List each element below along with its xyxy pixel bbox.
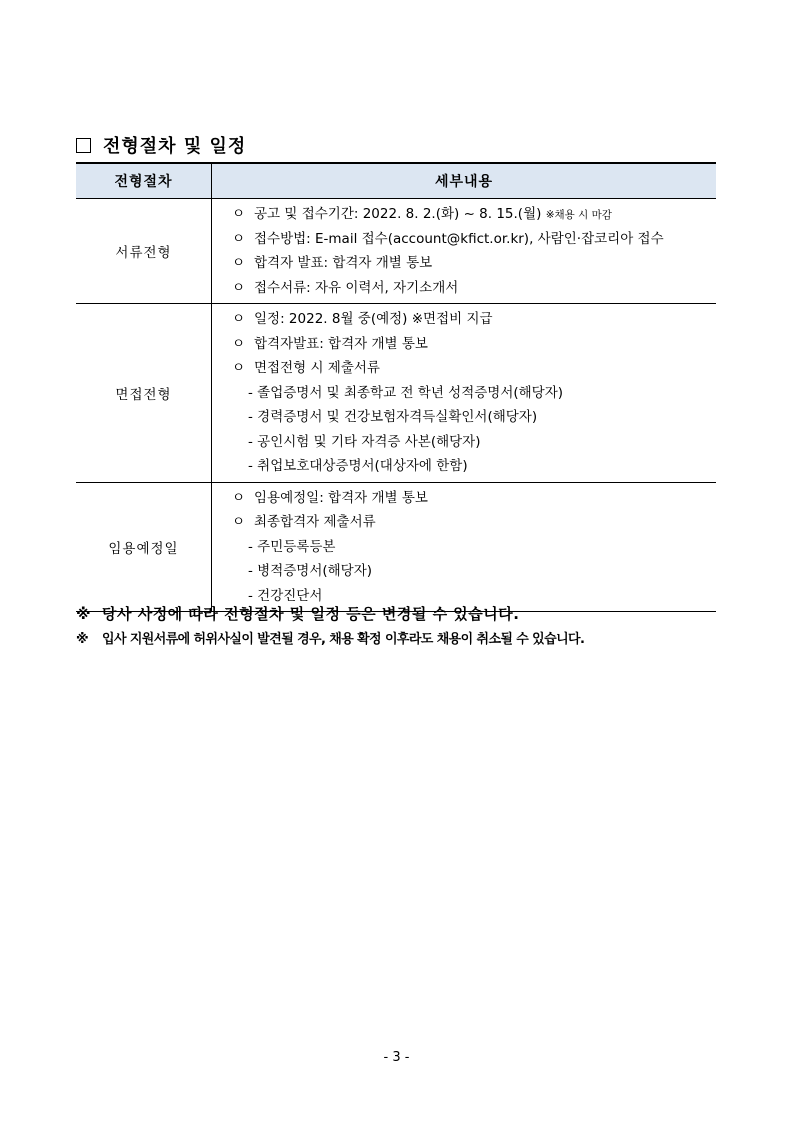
note-item: [76, 601, 584, 627]
sub-item: - 병적증명서(해당자): [248, 563, 373, 579]
bullet-icon: ㅇ: [232, 206, 246, 222]
reference-mark-icon: ※: [76, 605, 92, 623]
list-item: [232, 332, 716, 357]
bullet-icon: ㅇ: [232, 230, 246, 247]
sub-item: - 졸업증명서 및 최종학교 전 학년 성적증명서(해당자): [248, 384, 564, 401]
note-text: 입사 지원서류에 허위사실이 발견될 경우, 채용 확정 이후라도 채용이 취소될 수 있습니다.: [102, 632, 585, 647]
bullet-icon: ㅇ: [232, 489, 246, 506]
list-item: [232, 276, 716, 301]
sub-item: - 공인시험 및 기타 자격증 사본(해당자): [248, 433, 481, 450]
stage-cell: 서류전형: [76, 199, 212, 304]
item-text: 접수서류: 자유 이력서, 자기소개서: [254, 279, 459, 296]
item-text: 합격자발표: 합격자 개별 통보: [254, 335, 428, 352]
detail-cell: [212, 199, 717, 304]
bullet-icon: ㅇ: [232, 311, 246, 327]
table-header-row: [76, 163, 716, 199]
list-item: [232, 486, 716, 511]
detail-cell: [212, 482, 717, 612]
list-item: [232, 227, 716, 252]
table-row: [76, 199, 716, 304]
header-stage: 전형절차: [76, 163, 212, 199]
sub-item: - 주민등록등본: [248, 538, 336, 555]
table-row: [76, 304, 716, 483]
bullet-icon: ㅇ: [232, 514, 246, 530]
stage-cell: 면접전형: [76, 304, 212, 483]
reference-mark-icon: ※: [76, 632, 89, 647]
checkbox-icon: [76, 138, 91, 153]
header-detail: 세부내용: [212, 163, 717, 199]
section-title: [76, 132, 246, 158]
list-item: [232, 307, 716, 332]
bullet-icon: ㅇ: [232, 360, 246, 376]
list-item: [232, 510, 716, 535]
item-text: 일정: 2022. 8월 중(예정) ※면접비 지급: [254, 311, 493, 327]
stage-cell: 임용예정일: [76, 482, 212, 612]
item-text: 임용예정일: 합격자 개별 통보: [254, 489, 428, 506]
table-row: [76, 482, 716, 612]
bullet-icon: ㅇ: [232, 335, 246, 352]
notes: [76, 601, 584, 653]
list-item: [232, 251, 716, 276]
list-item: [232, 356, 716, 381]
item-text: 면접전형 시 제출서류: [254, 360, 380, 376]
sub-item: - 취업보호대상증명서(대상자에 한함): [248, 458, 468, 474]
list-item: [232, 202, 716, 227]
sub-item: - 건강진단서: [248, 587, 323, 604]
bullet-icon: ㅇ: [232, 279, 246, 296]
sub-item: - 경력증명서 및 건강보험자격득실확인서(해당자): [248, 409, 538, 425]
detail-cell: [212, 304, 717, 483]
note-text: 당사 사정에 따라 전형절차 및 일정 등은 변경될 수 있습니다.: [102, 605, 520, 623]
page-number: - 3 -: [383, 1050, 410, 1065]
item-text: 공고 및 접수기간: 2022. 8. 2.(화) ~ 8. 15.(월): [254, 206, 542, 222]
note-item: [76, 627, 584, 653]
item-text: 접수방법: E-mail 접수(account@kfict.or.kr), 사람인·잡코리아 접수: [254, 230, 664, 247]
item-note: ※채용 시 마감: [545, 209, 612, 221]
item-text: 합격자 발표: 합격자 개별 통보: [254, 255, 433, 271]
section-title-text: 전형절차 및 일정: [103, 136, 247, 157]
schedule-table: [76, 162, 716, 612]
item-text: 최종합격자 제출서류: [254, 514, 376, 530]
bullet-icon: ㅇ: [232, 255, 246, 271]
